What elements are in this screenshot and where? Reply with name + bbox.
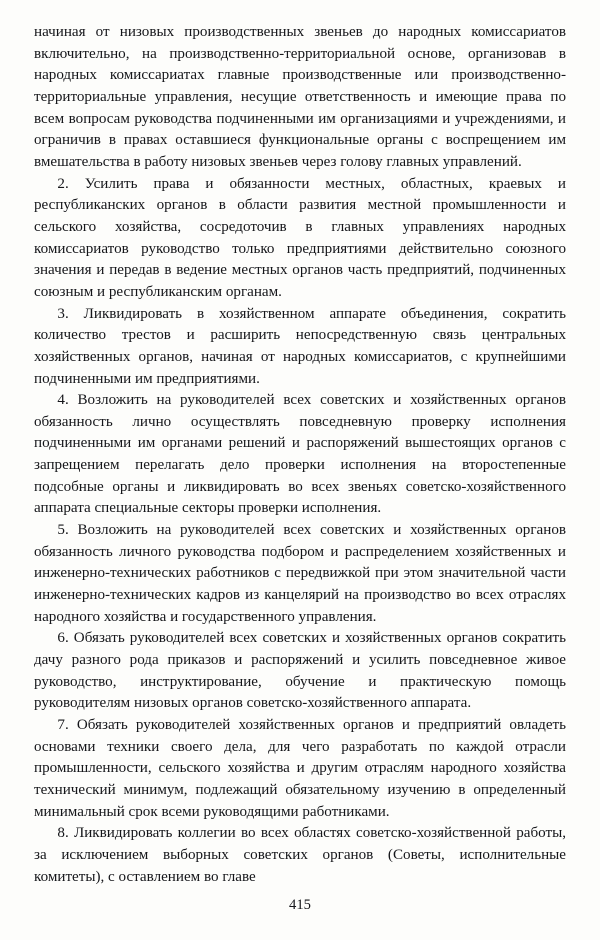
paragraph-item-2: 2. Усилить права и обязанности местных, областных, краевых и республиканских органов в области развития местной промышленности и сельского хозяйства, сосредоточив в главных управлениях народных комиссариатов руководство только предприятиями действительно союзного значения и передав в ведение местных органов часть предприятий, подчиненных союзным и республиканским органам.	[34, 175, 566, 300]
paragraph-item-3: 3. Ликвидировать в хозяйственном аппарате объединения, сократить количество трестов и расширить непосредственную связь центральных хозяйственных органов, начиная от народных комиссариатов, с крупнейшими подчиненными им предприятиями.	[34, 305, 566, 387]
paragraph-item-4: 4. Возложить на руководителей всех советских и хозяйственных органов обязанность лично осуществлять повседневную проверку исполнения подчиненными им органами решений и распоряжений вышестоящих органов с запрещением перелагать дело проверки исполнения на второстепенные подсобные органы и ликвидировать во всех звеньях советско-хозяйственного аппарата специальные секторы проверки исполнения.	[34, 392, 566, 517]
paragraph-item-6: 6. Обязать руководителей всех советских и хозяйственных органов сократить дачу разного рода приказов и распоряжений и усилить повседневное живое руководство, инструктирование, обучение и практическую помощь руководителям низовых органов советско-хозяйственного аппарата.	[34, 630, 566, 712]
page-number: 415	[289, 897, 311, 913]
paragraph-item-5: 5. Возложить на руководителей всех советских и хозяйственных органов обязанность личного руководства подбором и распределением хозяйственных и инженерно-технических работников с передвижкой при этом значительной части инженерно-технических кадров из канцелярий на производство во всех отраслях народного хозяйства и государственного управления.	[34, 522, 566, 625]
paragraph-item-8: 8. Ликвидировать коллегии во всех областях советско-хозяйственной работы, за исключением выборных советских органов (Советы, исполнительные комитеты), с оставлением во главе	[34, 825, 566, 885]
paragraph-item-7: 7. Обязать руководителей хозяйственных органов и предприятий овладеть основами техники своего дела, для чего разработать по каждой отрасли промышленности, сельского хозяйства и другим отраслям народного хозяйства технический минимум, подлежащий обязательному изучению в определенный минимальный срок всеми руководящими работниками.	[34, 717, 566, 820]
paragraph-continued: начиная от низовых производственных звеньев до народных комиссариатов включительно, на производственно-территориальной основе, организовав в народных комиссариатах главные производственные или производственно-территориальные управления, несущие ответственность и имеющие права по всем вопросам руководства подчиненными им организациями и учреждениями, и ограничив в правах оставшиеся функциональные органы с воспрещением им вмешательства в работу низовых звеньев через голову главных управлений.	[34, 24, 566, 170]
page-body	[34, 22, 566, 888]
